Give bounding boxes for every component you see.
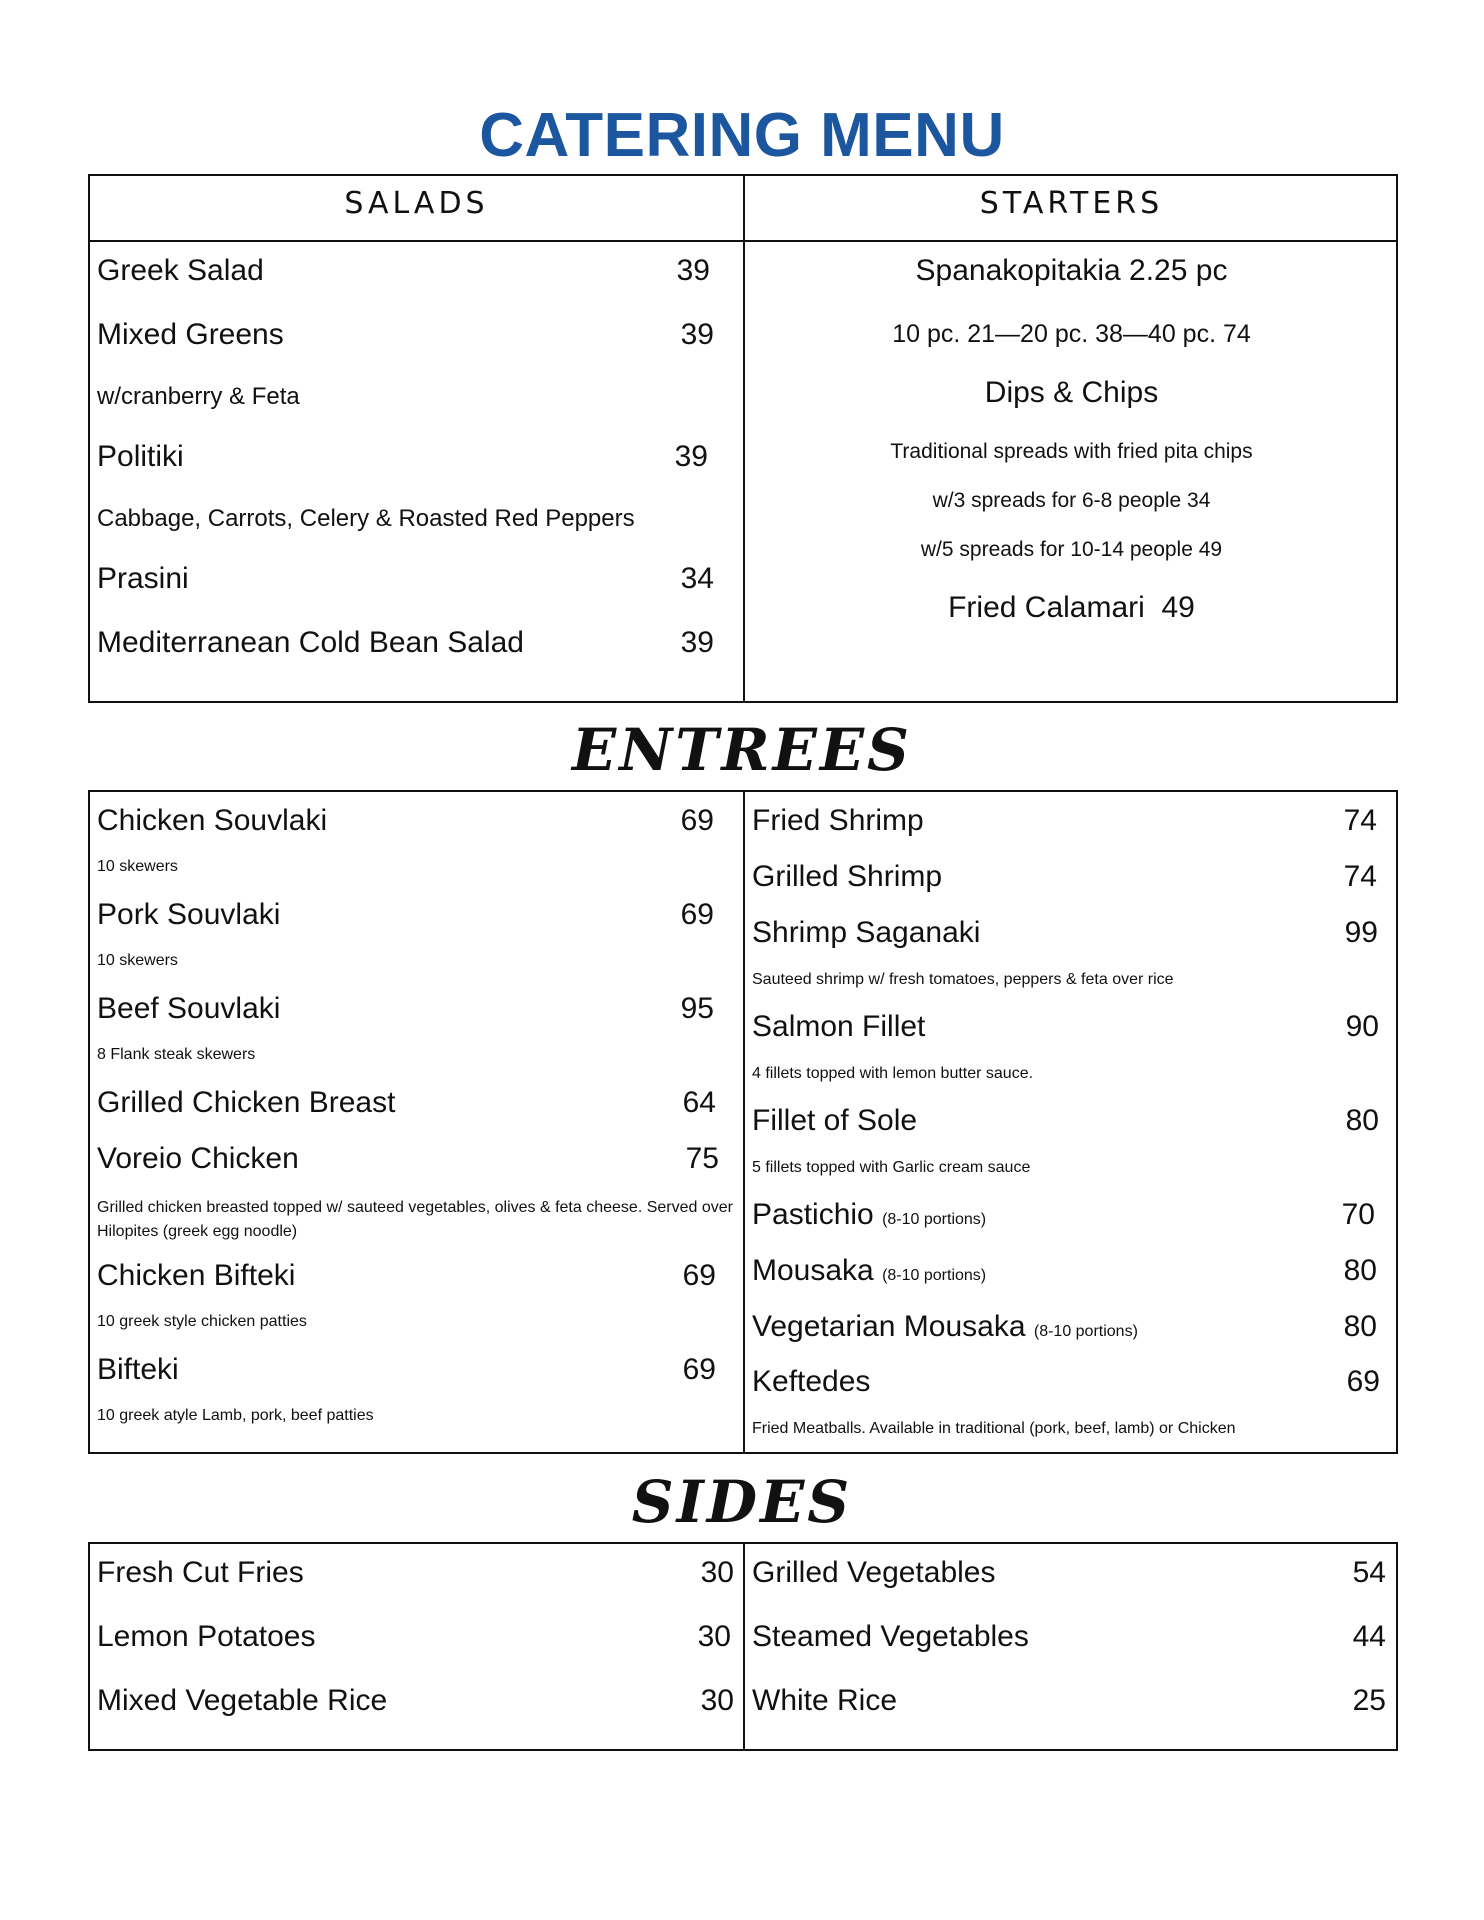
- starter-fried-calamari: Fried Calamari 49: [948, 591, 1195, 624]
- item-price: 69: [680, 898, 714, 931]
- starter-dips-description: Traditional spreads with fried pita chips: [890, 440, 1253, 463]
- item-price: 34: [680, 562, 714, 595]
- item-name: Fried Shrimp: [752, 804, 924, 837]
- menu-item-shrimp-saganaki: [752, 916, 1378, 952]
- table-divider: [743, 790, 745, 1454]
- menu-item-grilled-chicken-breast: [97, 1086, 716, 1122]
- item-price: 75: [685, 1142, 719, 1175]
- item-name: Mixed Vegetable Rice: [97, 1684, 388, 1717]
- item-description: 10 skewers: [97, 952, 178, 969]
- item-description: 10 skewers: [97, 858, 178, 875]
- menu-item-lemon-potatoes: [97, 1620, 731, 1656]
- item-price: 74: [1343, 860, 1377, 893]
- menu-item-bifteki: [97, 1353, 716, 1389]
- item-name: Beef Souvlaki: [97, 992, 281, 1025]
- item-name: Mousaka: [752, 1254, 874, 1287]
- item-portion: (8-10 portions): [882, 1211, 987, 1228]
- page-title: CATERING MENU: [479, 101, 1005, 170]
- item-price: 99: [1344, 916, 1378, 949]
- item-price: 74: [1343, 804, 1377, 837]
- item-price: 90: [1345, 1010, 1379, 1043]
- item-name: Mediterranean Cold Bean Salad: [97, 626, 524, 659]
- item-description: 8 Flank steak skewers: [97, 1046, 256, 1063]
- item-price: 69: [682, 1259, 716, 1292]
- item-portion: (8-10 portions): [882, 1267, 987, 1284]
- menu-item-politiki: [97, 440, 708, 476]
- item-name: Chicken Souvlaki: [97, 804, 328, 837]
- item-name: Lemon Potatoes: [97, 1620, 316, 1653]
- item-name: Chicken Bifteki: [97, 1259, 296, 1292]
- item-description: Fried Meatballs. Available in traditional (pork, beef, lamb) or Chicken: [752, 1420, 1236, 1437]
- menu-item-salmon-fillet: [752, 1010, 1379, 1046]
- menu-item-mixed-vegetable-rice: [97, 1684, 734, 1720]
- menu-item-cold-bean-salad: [97, 626, 714, 662]
- item-description: 4 fillets topped with lemon butter sauce.: [752, 1065, 1034, 1082]
- item-name: Bifteki: [97, 1353, 179, 1386]
- item-name: Prasini: [97, 562, 189, 595]
- item-price: 70: [1341, 1198, 1375, 1231]
- item-name: Grilled Chicken Breast: [97, 1086, 396, 1119]
- item-description: 5 fillets topped with Garlic cream sauce: [752, 1159, 1031, 1176]
- item-name: Keftedes: [752, 1365, 871, 1398]
- item-price: 30: [700, 1556, 734, 1589]
- item-name: Fillet of Sole: [752, 1104, 918, 1137]
- menu-item-beef-souvlaki: [97, 992, 714, 1028]
- item-name: Greek Salad: [97, 254, 264, 287]
- menu-item-white-rice: [752, 1684, 1386, 1720]
- item-price: 30: [700, 1684, 734, 1717]
- starter-dips-option: w/3 spreads for 6-8 people 34: [932, 489, 1211, 512]
- item-description: w/cranberry & Feta: [97, 383, 300, 410]
- item-price: 39: [676, 254, 710, 287]
- menu-item-steamed-vegetables: [752, 1620, 1386, 1656]
- item-name: White Rice: [752, 1684, 898, 1717]
- item-description: Cabbage, Carrots, Celery & Roasted Red Peppers: [97, 505, 635, 532]
- item-name: Voreio Chicken: [97, 1142, 299, 1175]
- item-price: 30: [697, 1620, 731, 1653]
- menu-item-chicken-souvlaki: [97, 804, 714, 840]
- menu-item-mousaka: [752, 1254, 1377, 1290]
- item-name: Grilled Shrimp: [752, 860, 943, 893]
- item-price: 44: [1352, 1620, 1386, 1653]
- sides-heading: SIDES: [631, 1468, 853, 1536]
- item-description: 10 greek style chicken patties: [97, 1313, 307, 1330]
- item-description: 10 greek atyle Lamb, pork, beef patties: [97, 1407, 374, 1424]
- item-price: 80: [1343, 1254, 1377, 1287]
- starter-spanakopitakia: Spanakopitakia 2.25 pc: [915, 254, 1228, 287]
- table-divider: [743, 1542, 745, 1751]
- item-name: Grilled Vegetables: [752, 1556, 996, 1589]
- item-price: 69: [680, 804, 714, 837]
- item-name: Fresh Cut Fries: [97, 1556, 304, 1589]
- menu-item-fillet-of-sole: [752, 1104, 1379, 1140]
- item-price: 69: [682, 1353, 716, 1386]
- starter-dips-option: w/5 spreads for 10-14 people 49: [920, 538, 1223, 561]
- item-price: 80: [1343, 1310, 1377, 1343]
- menu-item-fresh-cut-fries: [97, 1556, 734, 1592]
- table-header-divider: [88, 240, 1398, 242]
- menu-item-grilled-vegetables: [752, 1556, 1386, 1592]
- menu-item-chicken-bifteki: [97, 1259, 716, 1295]
- starter-spanakopitakia-sizes: 10 pc. 21—20 pc. 38—40 pc. 74: [892, 320, 1251, 348]
- item-price: 80: [1345, 1104, 1379, 1137]
- item-name: Politiki: [97, 440, 184, 473]
- menu-item-vegetarian-mousaka: [752, 1310, 1377, 1346]
- menu-item-prasini: [97, 562, 714, 598]
- item-price: 64: [682, 1086, 716, 1119]
- menu-item-greek-salad: [97, 254, 710, 290]
- item-price: 39: [680, 318, 714, 351]
- menu-item-keftedes: [752, 1365, 1380, 1401]
- menu-item-fried-shrimp: [752, 804, 1377, 840]
- item-description: Sauteed shrimp w/ fresh tomatoes, peppers & feta over rice: [752, 971, 1174, 988]
- item-name: Mixed Greens: [97, 318, 284, 351]
- item-price: 69: [1346, 1365, 1380, 1398]
- starters-heading: STARTERS: [979, 186, 1164, 221]
- item-name: Vegetarian Mousaka: [752, 1310, 1026, 1343]
- item-price: 95: [680, 992, 714, 1025]
- salads-heading: SALADS: [344, 186, 489, 221]
- menu-item-pork-souvlaki: [97, 898, 714, 934]
- item-price: 54: [1352, 1556, 1386, 1589]
- menu-item-grilled-shrimp: [752, 860, 1377, 896]
- menu-item-mixed-greens: [97, 318, 714, 354]
- item-name: Steamed Vegetables: [752, 1620, 1029, 1653]
- item-price: 25: [1352, 1684, 1386, 1717]
- entrees-heading: ENTREES: [572, 716, 912, 784]
- menu-item-voreio-chicken: [97, 1142, 719, 1178]
- item-name: Shrimp Saganaki: [752, 916, 981, 949]
- item-portion: (8-10 portions): [1033, 1323, 1138, 1340]
- starter-dips-chips: Dips & Chips: [984, 376, 1159, 409]
- item-description: Grilled chicken breasted topped w/ sauteed vegetables, olives & feta cheese. Served over Hilopites (greek egg noodle): [97, 1199, 733, 1240]
- menu-item-pastichio: [752, 1198, 1375, 1234]
- item-name: Salmon Fillet: [752, 1010, 926, 1043]
- item-name: Pastichio: [752, 1198, 874, 1231]
- item-price: 39: [680, 626, 714, 659]
- item-name: Pork Souvlaki: [97, 898, 281, 931]
- item-price: 39: [674, 440, 708, 473]
